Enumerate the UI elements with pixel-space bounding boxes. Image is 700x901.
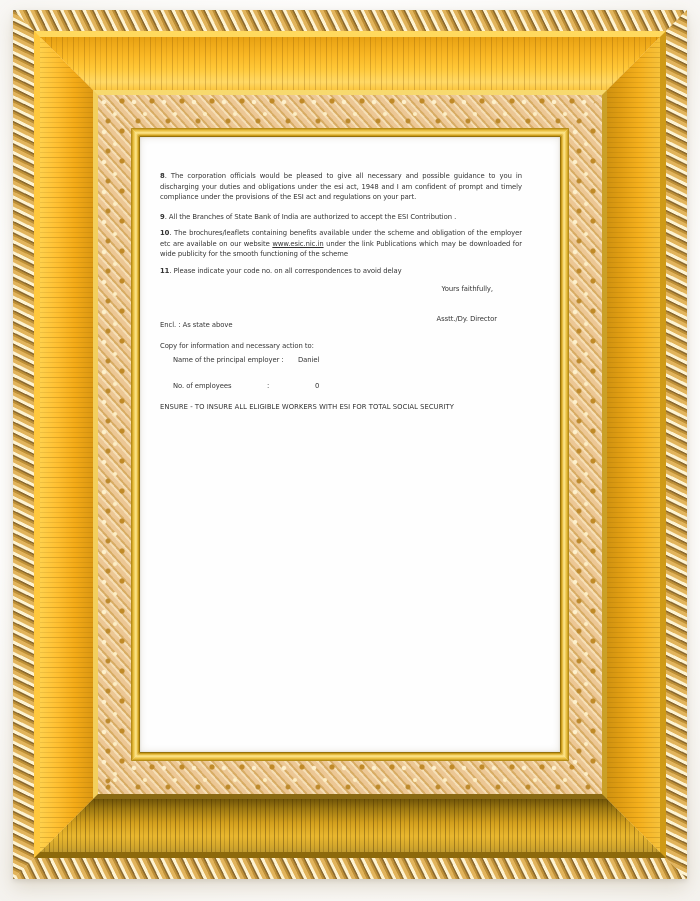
valediction: Yours faithfully, bbox=[441, 285, 493, 293]
frame-lip-top bbox=[131, 128, 569, 137]
frame-lip-right bbox=[560, 128, 569, 761]
paragraph-10 bbox=[160, 228, 522, 260]
paragraph-11 bbox=[160, 266, 522, 277]
paragraph-10-number: 10 bbox=[160, 229, 170, 237]
employee-count-row bbox=[173, 381, 522, 392]
frame-brushed-left bbox=[40, 37, 93, 852]
paragraph-10-text-before: . The brochures/leaflets containing benefits available under the scheme and obligation of the employer etc are available on our website bbox=[160, 229, 522, 248]
frame-brushed-top bbox=[40, 37, 660, 90]
enclosure-signatory-row bbox=[160, 314, 522, 329]
copy-note: Copy for information and necessary action to: bbox=[160, 342, 314, 350]
paragraph-8-number: 8 bbox=[160, 172, 165, 180]
paragraph-10-text-after: under the link Publications which may be downloaded for wide publicity for the smooth functioning of the scheme bbox=[160, 239, 522, 258]
enclosure-note: Encl. : As state above bbox=[160, 320, 233, 329]
signatory-title: Asstt./Dy. Director bbox=[436, 314, 497, 323]
frame-brushed-bottom bbox=[40, 799, 660, 852]
employer-name-row bbox=[173, 355, 522, 366]
frame-rope-bottom bbox=[13, 858, 687, 879]
employer-name-value: Daniel bbox=[298, 356, 320, 364]
paragraph-9-text: . All the Branches of State Bank of India are authorized to accept the ESI Contribution . bbox=[164, 212, 457, 221]
frame-ornate-left bbox=[98, 95, 131, 794]
frame-lip-left bbox=[131, 128, 140, 761]
frame-ornate-top bbox=[98, 95, 602, 128]
employee-count-value: 0 bbox=[315, 381, 320, 390]
paragraph-8 bbox=[160, 171, 522, 203]
frame-rope-left bbox=[13, 10, 34, 879]
paragraph-9-number: 9 bbox=[160, 212, 165, 221]
paragraph-11-text: . Please indicate your code no. on all correspondences to avoid delay bbox=[169, 266, 402, 275]
document-text bbox=[160, 171, 522, 413]
paragraph-9 bbox=[160, 212, 522, 223]
employee-count-colon: : bbox=[267, 381, 270, 390]
employee-count-label: No. of employees bbox=[173, 381, 232, 390]
frame-rope-top bbox=[13, 10, 687, 31]
framed-document bbox=[140, 137, 560, 752]
frame-ornate-bottom bbox=[98, 761, 602, 794]
frame-lip-bottom bbox=[131, 752, 569, 761]
frame-brushed-right bbox=[607, 37, 660, 852]
paragraph-8-text: . The corporation officials would be pleased to give all necessary and possible guidance to you in discharging your duties and obligations under the esi act, 1948 and I am confident of prompt and timely compliance under the provisions of the ESI act and regulations on your part. bbox=[160, 172, 522, 201]
frame-ornate-right bbox=[569, 95, 602, 794]
frame-rope-right bbox=[666, 10, 687, 879]
gold-picture-frame bbox=[13, 10, 687, 879]
employer-name-label: Name of the principal employer : bbox=[173, 356, 284, 364]
slogan-footer: ENSURE - TO INSURE ALL ELIGIBLE WORKERS WITH ESI FOR TOTAL SOCIAL SECURITY bbox=[160, 403, 454, 411]
esic-website-link: www.esic.nic.in bbox=[272, 239, 324, 248]
paragraph-11-number: 11 bbox=[160, 266, 170, 275]
